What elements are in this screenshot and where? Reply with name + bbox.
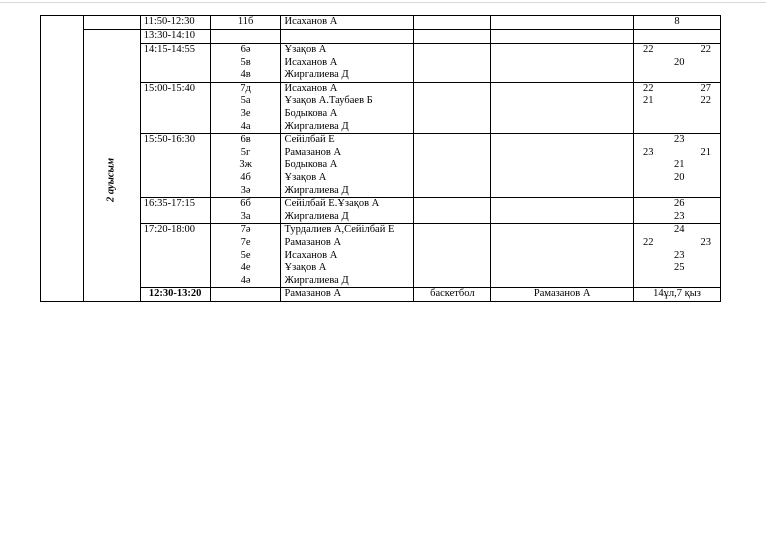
- class-label: 7д: [240, 82, 251, 94]
- count-cell: [634, 44, 721, 83]
- count-line: [637, 237, 717, 250]
- class-label: 6б: [240, 198, 251, 210]
- count-cell: [634, 198, 721, 224]
- class-label: 5г: [240, 146, 251, 158]
- teacher-cell: [281, 224, 414, 288]
- teacher-name: Бодыкова А: [284, 107, 338, 119]
- time-cell: 12:30-13:20: [140, 288, 210, 302]
- teacher-name: Рамазанов А: [284, 146, 342, 158]
- count-right: 23: [674, 210, 685, 222]
- empty-cell: [210, 30, 281, 44]
- teacher-cell: [281, 44, 414, 83]
- count-line: [637, 198, 717, 211]
- count-cell: [634, 224, 721, 288]
- count-cell: [634, 82, 721, 133]
- count-right: 27: [700, 82, 711, 94]
- empty-cell: [414, 44, 491, 83]
- count-line: [637, 83, 717, 96]
- count-cell: 8: [634, 16, 721, 30]
- count-left: 21: [643, 95, 654, 107]
- count-cell: [634, 134, 721, 198]
- class-cell: [210, 82, 281, 133]
- class-label: 5а: [240, 95, 251, 107]
- teacher-name: Исаханов А: [284, 82, 338, 94]
- class-label: 3ж: [239, 159, 252, 171]
- empty-cell: [491, 82, 634, 133]
- count-right: 25: [674, 262, 685, 274]
- teacher-name: Жиргалиева Д: [284, 120, 349, 132]
- table-row: [41, 134, 721, 198]
- teacher-name: Жиргалиева Д: [284, 184, 349, 196]
- table-row: [41, 198, 721, 224]
- count-line: [637, 185, 717, 198]
- class-label: 4ә: [240, 274, 251, 286]
- empty-cell: [491, 16, 634, 30]
- count-left: 23: [643, 146, 654, 158]
- teacher-name: Сейілбай Е: [284, 134, 335, 146]
- teacher-cell: Рамазанов А: [281, 288, 414, 302]
- class-cell: 11б: [210, 16, 281, 30]
- left-margin-cell: [41, 16, 84, 302]
- teacher-name: Ұзақов А: [284, 44, 327, 55]
- class-label: 4е: [240, 262, 251, 274]
- teacher-name: Исаханов А: [284, 56, 338, 68]
- class-cell: [210, 224, 281, 288]
- count-line: [637, 108, 717, 121]
- teacher-cell: [281, 82, 414, 133]
- empty-cell: [491, 44, 634, 83]
- class-label: 6в: [240, 134, 251, 146]
- count-right: 20: [674, 56, 685, 68]
- table-row: [41, 16, 721, 30]
- empty-cell: [634, 30, 721, 44]
- count-line: [637, 121, 717, 134]
- time-cell: 13:30-14:10: [140, 30, 210, 44]
- empty-cell: [491, 224, 634, 288]
- count-cell: 14ұл,7 қыз: [634, 288, 721, 302]
- count-right: 23: [700, 236, 711, 248]
- time-cell: 15:50-16:30: [140, 134, 210, 198]
- top-rule: [0, 2, 766, 3]
- empty-cell: [414, 224, 491, 288]
- sport-cell: баскетбол: [414, 288, 491, 302]
- empty-cell: [491, 198, 634, 224]
- empty-cell: [491, 134, 634, 198]
- teacher-cell: Исаханов А: [281, 16, 414, 30]
- empty-cell: [210, 288, 281, 302]
- empty-cell: [414, 198, 491, 224]
- coach-cell: Рамазанов А: [491, 288, 634, 302]
- class-label: 5е: [240, 249, 251, 261]
- class-label: 4в: [240, 69, 251, 81]
- count-right: 22: [700, 44, 711, 55]
- count-right: 20: [674, 171, 685, 183]
- count-line: [637, 224, 717, 237]
- teacher-cell: [281, 134, 414, 198]
- empty-cell: [491, 30, 634, 44]
- table-row: [41, 288, 721, 302]
- count-left: 22: [643, 82, 654, 94]
- table-row: [41, 30, 721, 44]
- class-label: 7е: [240, 236, 251, 248]
- table-row: [41, 44, 721, 83]
- class-cell: [210, 134, 281, 198]
- class-cell: [210, 198, 281, 224]
- count-line: [637, 57, 717, 70]
- count-right: 26: [674, 198, 685, 210]
- class-cell: [210, 44, 281, 83]
- teacher-name: Рамазанов А: [284, 236, 342, 248]
- class-label: 3а: [240, 210, 251, 222]
- empty-cell: [414, 16, 491, 30]
- count-right: 21: [674, 159, 685, 171]
- count-line: [637, 95, 717, 108]
- class-label: 3ә: [240, 184, 251, 196]
- count-line: [637, 159, 717, 172]
- class-label: 3е: [240, 107, 251, 119]
- class-label: 7ә: [240, 224, 251, 236]
- teacher-cell: [281, 198, 414, 224]
- count-left: 22: [643, 236, 654, 248]
- teacher-name: Жиргалиева Д: [284, 274, 349, 286]
- count-right: 24: [674, 224, 685, 236]
- class-label: 4а: [240, 120, 251, 132]
- count-line: [637, 172, 717, 185]
- count-right: 22: [700, 95, 711, 107]
- class-label: 5в: [240, 56, 251, 68]
- count-line: [637, 211, 717, 224]
- empty-cell: [414, 30, 491, 44]
- teacher-name: Исаханов А: [284, 249, 338, 261]
- count-left: 22: [643, 44, 654, 55]
- teacher-name: Сейілбай Е.Ұзақов А: [284, 198, 380, 210]
- shift-cell: [83, 30, 140, 302]
- count-line: [637, 44, 717, 57]
- empty-cell: [414, 82, 491, 133]
- count-right: 21: [700, 146, 711, 158]
- table-row: [41, 224, 721, 288]
- class-label: 4б: [240, 171, 251, 183]
- teacher-name: Ұзақов А: [284, 262, 327, 274]
- time-cell: 15:00-15:40: [140, 82, 210, 133]
- empty-cell: [414, 134, 491, 198]
- empty-cell: [83, 16, 140, 30]
- teacher-name: Ұзақов А: [284, 171, 327, 183]
- teacher-name: Жиргалиева Д: [284, 210, 349, 222]
- count-line: [637, 275, 717, 288]
- count-line: [637, 69, 717, 82]
- teacher-name: Турдалиев А,Сейілбай Е: [284, 224, 395, 236]
- empty-cell: [281, 30, 414, 44]
- class-label: 6ә: [240, 44, 251, 55]
- count-line: [637, 134, 717, 147]
- time-cell: 11:50-12:30: [140, 16, 210, 30]
- shift-label: 2 ауысым: [105, 157, 117, 203]
- schedule-table: [40, 15, 721, 302]
- time-cell: 17:20-18:00: [140, 224, 210, 288]
- count-line: [637, 262, 717, 275]
- teacher-name: Жиргалиева Д: [284, 69, 349, 81]
- table-row: [41, 82, 721, 133]
- teacher-name: Бодыкова А: [284, 159, 338, 171]
- count-right: 23: [674, 134, 685, 146]
- count-right: 23: [674, 249, 685, 261]
- time-cell: 16:35-17:15: [140, 198, 210, 224]
- count-line: [637, 147, 717, 160]
- time-cell: 14:15-14:55: [140, 44, 210, 83]
- count-line: [637, 250, 717, 263]
- teacher-name: Ұзақов А.Таубаев Б: [284, 95, 373, 107]
